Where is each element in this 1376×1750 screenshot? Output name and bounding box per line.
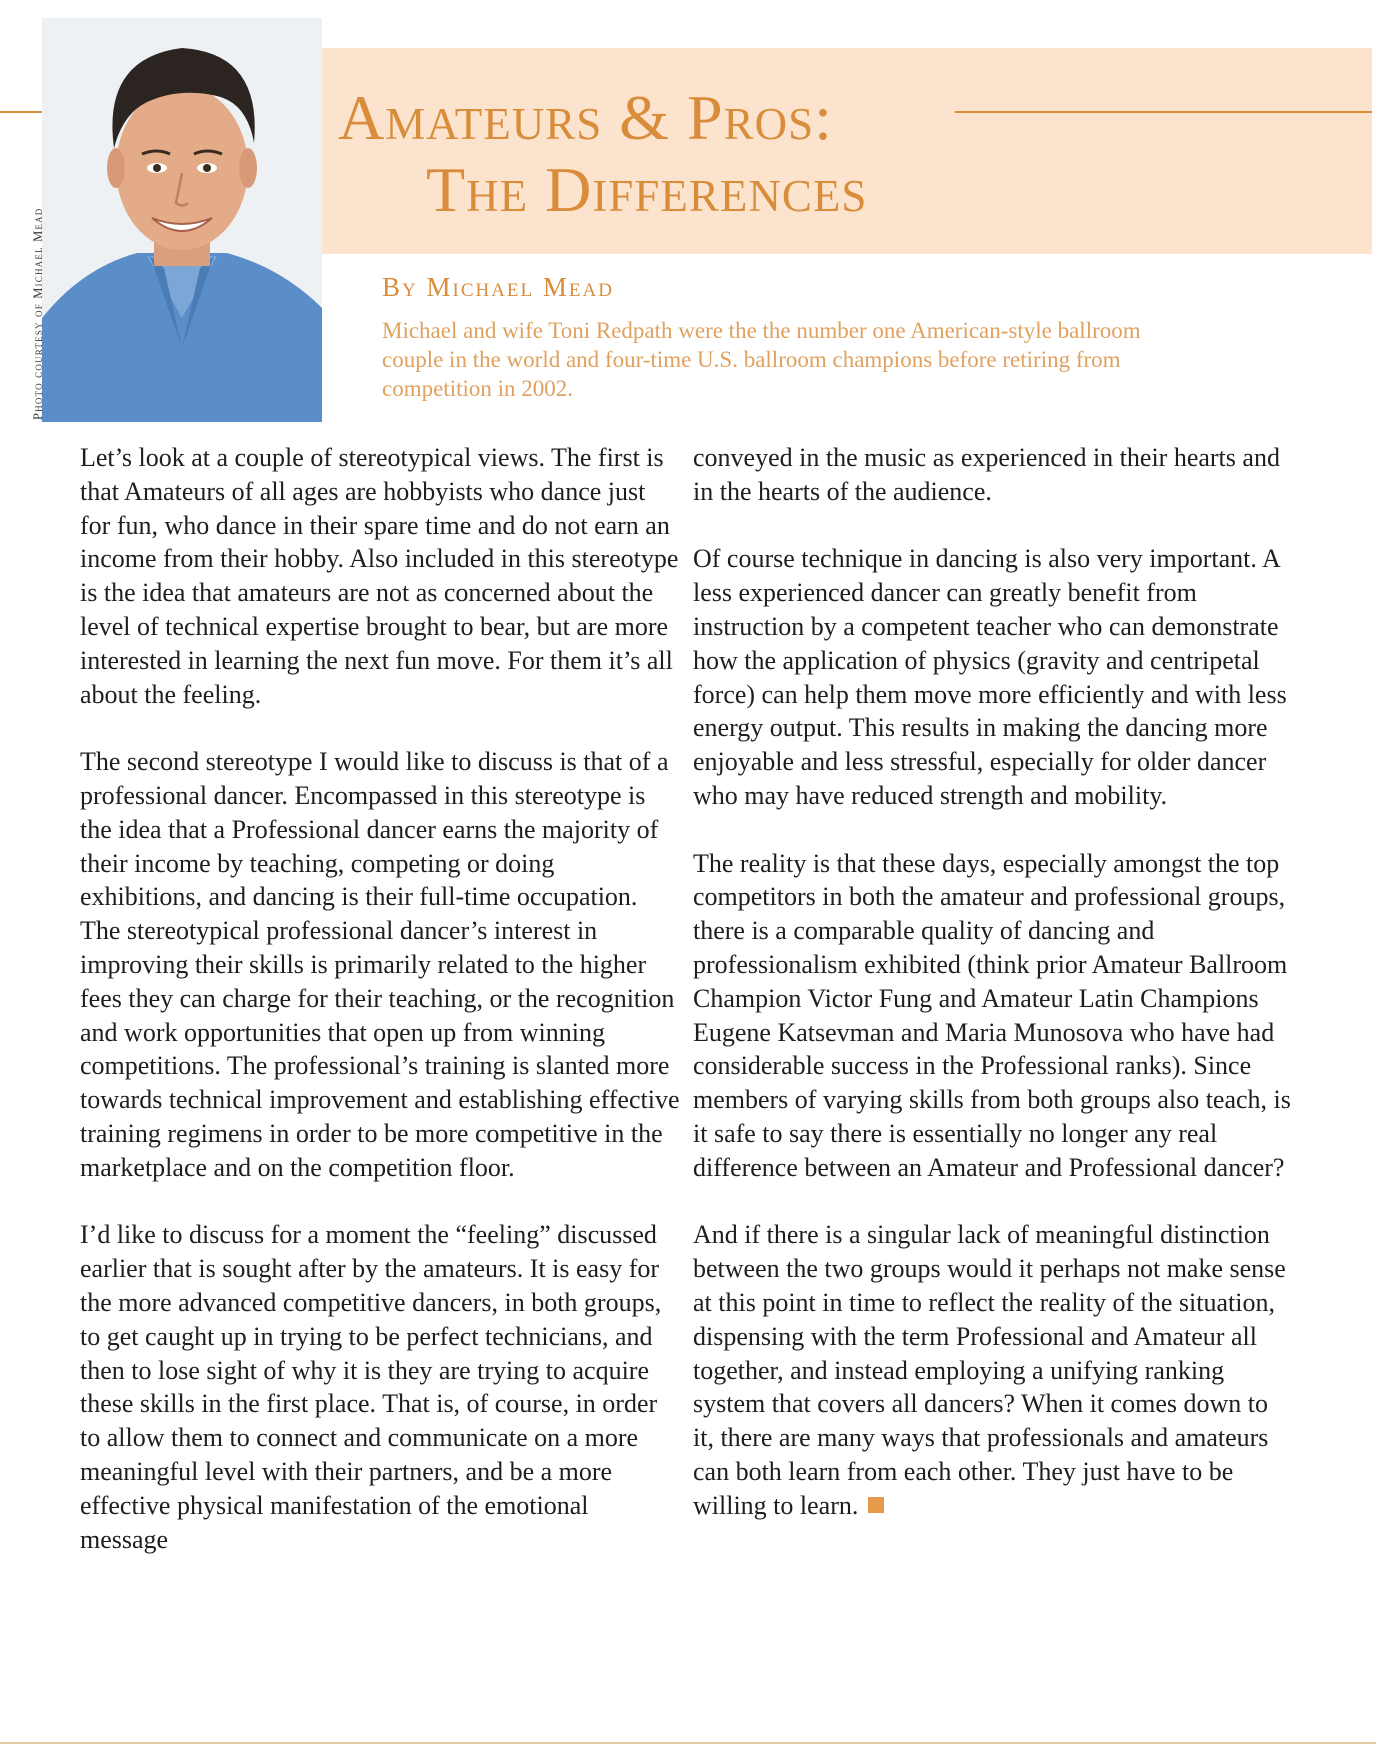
author-photo [42,18,322,422]
paragraph: The second stereotype I would like to discuss is that of a professional dancer. Encompassed in this stereotype is the idea that a Professional dancer earns the majority of their income by teaching, competing or doing exhibitions, and dancing is their full-time occupation. The stereotypical professional dancer’s interest in improving their skills is primarily related to the higher fees they can charge for their teaching, or the recognition and work opportunities that open up from winning competitions. The professional’s training is slanted more towards technical improvement and establishing effective training regimens in order to be more competitive in the marketplace and on the competition floor. [80,747,680,1182]
author-portrait-illustration [42,18,322,422]
author-bio: Michael and wife Toni Redpath were the the number one American-style ballroom couple in the world and four-time U.S. ballroom champions before retiring from competition in 2002. [382,318,1141,401]
article-column-right [693,441,1293,1523]
paragraph-final [693,1218,1293,1522]
paragraph-final-text: And if there is a singular lack of meaningful distinction between the two groups would it perhaps not make sense at this point in time to reflect the reality of the situation, dispensing with the term Professional and Amateur all together, and instead employing a unifying ranking system that covers all dancers? When it comes down to it, there are many ways that professionals and amateurs can both learn from each other. They just have to be willing to learn. [693,1220,1286,1520]
paragraph: Let’s look at a couple of stereotypical views. The first is that Amateurs of all ages are hobbyists who dance just for fun, who dance in their spare time and do not earn an income from their hobby. Also included in this stereotype is the idea that amateurs are not as concerned about the level of technical expertise brought to bear, but are more interested in learning the next fun move. For them it’s all about the feeling. [80,443,679,709]
end-of-article-square-icon [868,1497,884,1513]
page-bottom-rule [0,1742,1376,1744]
title-rule-left [0,111,44,113]
paragraph: Of course technique in dancing is also very important. A less experienced dancer can greatly benefit from instruction by a competent teacher who can demonstrate how the application of physics (gravity and centripetal force) can help them move more efficiently and with less energy output. This results in making the dancing more enjoyable and less stressful, especially for older dancer who may have reduced strength and mobility. [693,544,1287,810]
article-title [338,82,867,226]
paragraph: conveyed in the music as experienced in their hearts and in the hearts of the audience. [693,443,1280,506]
author-byline: By Michael Mead [382,272,614,302]
paragraph: I’d like to discuss for a moment the “feeling” discussed earlier that is sought after by the amateurs. It is easy for the more advanced competitive dancers, in both groups, to get caught up in trying to be perfect technicians, and then to lose sight of why it is they are trying to acquire these skills in the first place. That is, of course, in order to allow them to connect and communicate on a more meaningful level with their partners, and be a more effective physical manifestation of the emotional message [80,1220,662,1554]
title-rule-right [955,111,1372,113]
article-title-line-1: Amateurs & Pros: [338,82,833,153]
photo-credit: Photo courtesy of Michael Mead [31,207,45,420]
paragraph: The reality is that these days, especially amongst the top competitors in both the amateur and professional groups, there is a comparable quality of dancing and professionalism exhibited (think prior Amateur Ballroom Champion Victor Fung and Amateur Latin Champions Eugene Katsevman and Maria Munosova who have had considerable success in the Professional ranks). Since members of varying skills from both groups also teach, is it safe to say there is essentially no longer any real difference between an Amateur and Professional dancer? [693,848,1291,1182]
article-column-left [80,441,680,1556]
article-title-line-2: The Differences [426,154,868,225]
